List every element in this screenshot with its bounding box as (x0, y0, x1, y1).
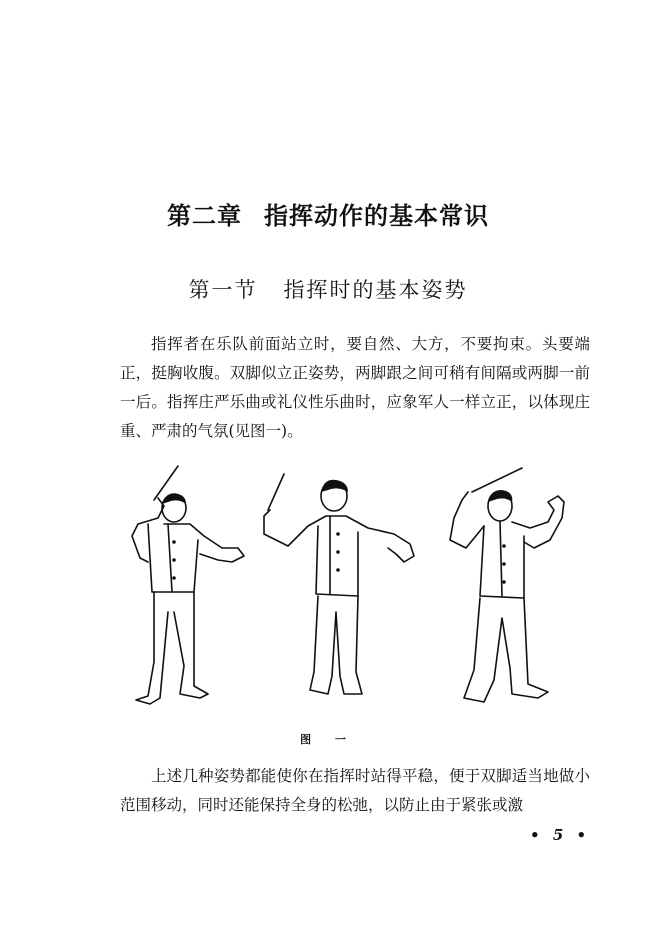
conductor-pose-right (450, 468, 564, 702)
conductor-pose-left (132, 466, 244, 704)
section-title: 指挥时的基本姿势 (283, 278, 468, 302)
bullet-icon: • (576, 826, 591, 844)
conductor-pose-center (264, 474, 414, 694)
page-number: 5 (552, 826, 568, 844)
bullet-icon: • (530, 826, 544, 844)
chapter-number: 第二章 (167, 202, 242, 230)
chapter-title: 指挥动作的基本常识 (264, 202, 489, 230)
page-number-footer (530, 826, 590, 844)
figure-caption: 图 一 (300, 733, 356, 746)
body-paragraph-1: 指挥者在乐队前面站立时，要自然、大方，不要拘束。头要端正，挺胸收腹。双脚似立正姿势，两脚跟之间可稍有间隔或两脚一前一后。指挥庄严乐曲或礼仪性乐曲时，应象军人一样立正，以体现庄重、严肃的气氛(见图一)。 (120, 335, 590, 440)
figure-conductor-poses (118, 462, 598, 710)
chapter-heading (0, 196, 656, 231)
section-number: 第一节 (188, 278, 258, 302)
body-paragraph-2: 上述几种姿势都能使你在指挥时站得平稳，便于双脚适当地做小范围移动，同时还能保持全身的松弛，以防止由于紧张或激 (120, 767, 590, 814)
section-heading (0, 274, 656, 304)
